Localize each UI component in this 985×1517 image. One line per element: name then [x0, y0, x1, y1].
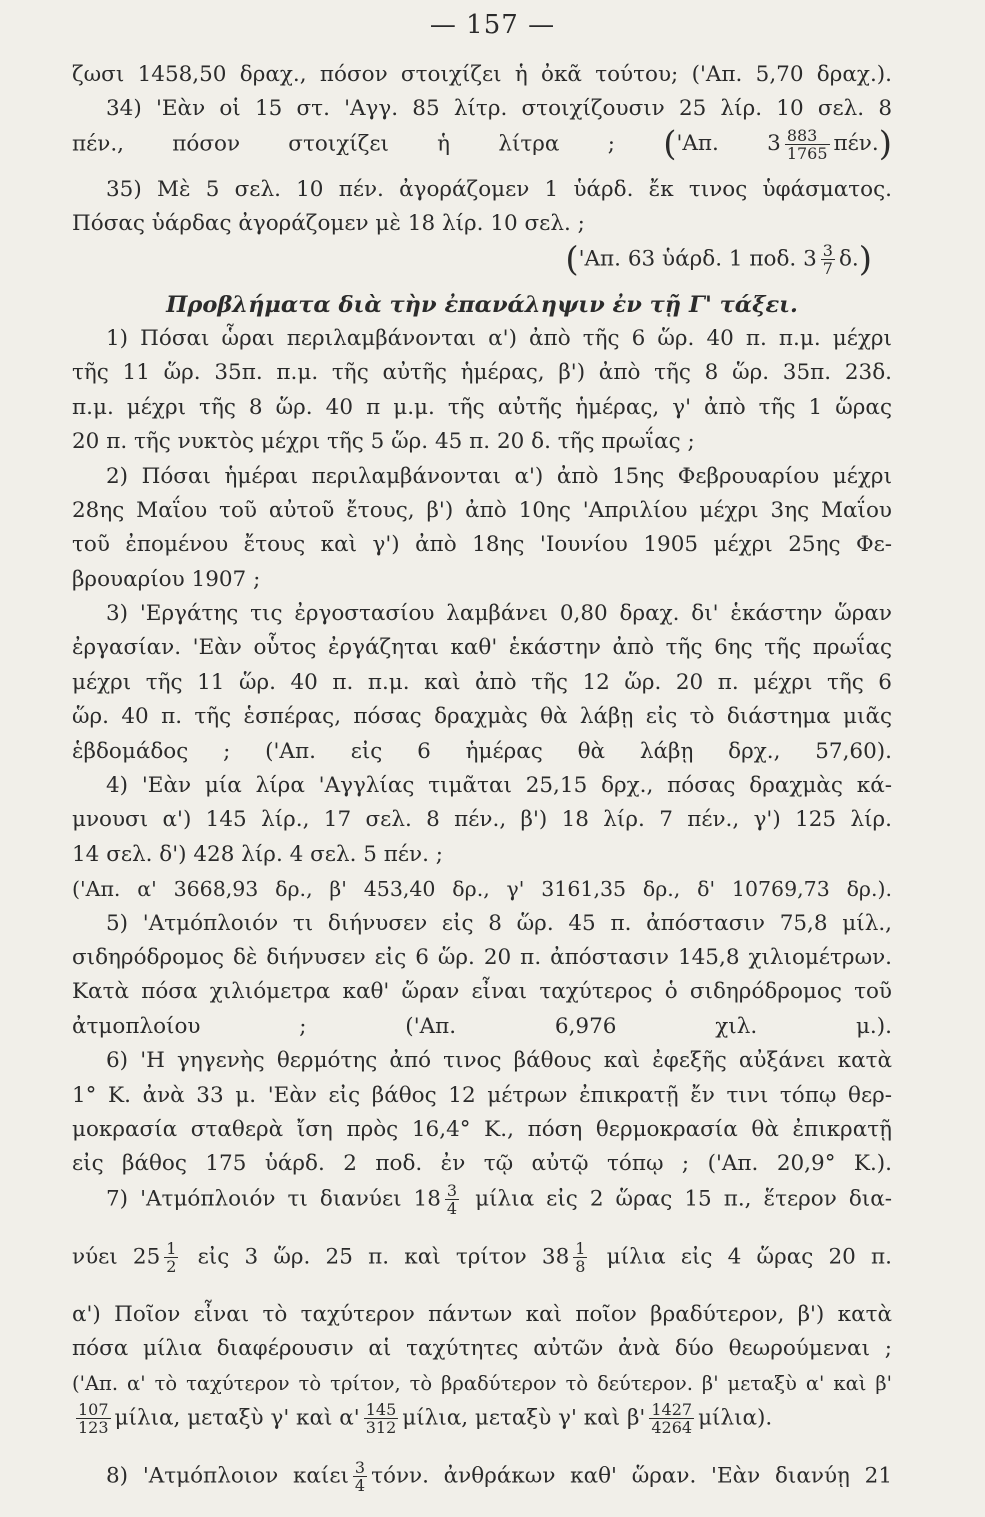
- text-segment: εἰς 3 ὥρ. 25 π. καὶ τρίτον 38: [197, 1244, 570, 1270]
- text-segment: μίλια, μεταξὺ γ' καὶ α': [114, 1405, 360, 1431]
- text-line: 14 σελ. δ') 428 λίρ. 4 σελ. 5 πέν. ;: [72, 841, 444, 867]
- fraction-denominator: 7: [822, 258, 833, 278]
- text-segment: 7) 'Ατμόπλοιόν τι διανύει 18: [106, 1186, 441, 1212]
- fraction-denominator: 4: [446, 1198, 458, 1218]
- fraction-numerator: 3: [354, 1457, 366, 1477]
- text-line: 5) 'Ατμόπλοιόν τι διήνυσεν εἰς 8 ὥρ. 45 π. ἀπόστασιν 75,8 μίλ.,: [106, 910, 892, 936]
- text-line: ἐργασίαν. 'Εὰν οὗτος ἐργάζηται καθ' ἑκάστην ἀπὸ τῆς 6ης τῆς πρωΐας: [72, 635, 892, 661]
- text-line: εἰς βάθος 175 ὑάρδ. 2 ποδ. ἐν τῷ αὐτῷ τόπῳ ; ('Απ. 20,9° Κ.).: [72, 1151, 892, 1177]
- text-line: ('Απ. α' τὸ ταχύτερον τὸ τρίτον, τὸ βραδύτερον τὸ δεύτερον. β' μεταξὺ α' καὶ β': [72, 1371, 892, 1395]
- text-segment: νύει 25: [72, 1244, 161, 1270]
- text-line: 4) 'Εὰν μία λίρα 'Αγγλίας τιμᾶται 25,15 δρχ., πόσας δραχμὰς κά-: [106, 773, 892, 799]
- text-line: 28ης Μαΐου τοῦ αὐτοῦ ἔτους, β') ἀπὸ 10ης 'Απριλίου μέχρι 3ης Μαΐου: [72, 497, 892, 523]
- text-line: Πόσας ὑάρδας ἀγοράζομεν μὲ 18 λίρ. 10 σελ. ;: [72, 211, 585, 237]
- text-line: πόσα μίλια διαφέρουσιν αἱ ταχύτητες αὐτῶν ἀνὰ δύο θεωρούμεναι ;: [72, 1336, 892, 1362]
- fraction-numerator: 1: [575, 1238, 586, 1258]
- fraction: [164, 1240, 178, 1275]
- fraction-denominator: 4264: [651, 1417, 693, 1437]
- text-segment: δ.: [838, 246, 859, 272]
- text-line: 2) Πόσαι ἡμέραι περιλαμβάνονται α') ἀπὸ 15ης Φεβρουαρίου μέχρι: [106, 463, 892, 489]
- fraction: [445, 1182, 459, 1217]
- text-segment: 'Απ. 63 ὑάρδ. 1 ποδ. 3: [578, 246, 817, 272]
- text-line: [72, 1182, 892, 1240]
- text-segment: 'Απ. 3: [676, 131, 781, 157]
- page-number: — 157 —: [429, 10, 556, 40]
- text-line: 34) 'Εὰν οἱ 15 στ. 'Αγγ. 85 λίτρ. στοιχίζουσιν 25 λίρ. 10 σελ. 8: [106, 96, 892, 122]
- fraction: [364, 1401, 399, 1436]
- fraction: [573, 1240, 587, 1275]
- text-segment: μίλια εἰς 4 ὥρας 20 π.: [606, 1244, 892, 1270]
- text-line: 3) 'Εργάτης τις ἐργοστασίου λαμβάνει 0,80 δραχ. δι' ἑκάστην ὥραν: [106, 601, 892, 627]
- fraction-numerator: 3: [822, 240, 833, 260]
- fraction: [353, 1459, 367, 1494]
- fraction-denominator: 1765: [786, 143, 828, 163]
- fraction-numerator: 3: [446, 1180, 458, 1200]
- text-line: Κατὰ πόσα χιλιόμετρα καθ' ὥραν εἶναι ταχύτερος ὁ σιδηρόδρομος τοῦ: [72, 979, 892, 1005]
- text-line: ἑβδομάδος ; ('Απ. εἰς 6 ἡμέρας θὰ λάβῃ δρχ., 57,60).: [72, 738, 892, 764]
- fraction: [821, 242, 835, 277]
- text-line: μνουσι α') 145 λίρ., 17 σελ. 8 πέν., β') 18 λίρ. 7 πέν., γ') 125 λίρ.: [72, 807, 892, 833]
- fraction-numerator: 145: [365, 1399, 397, 1419]
- text-line: 6) 'Η γηγενὴς θερμότης ἀπό τινος βάθους καὶ ἐφεξῆς αὐξάνει κατὰ: [106, 1048, 892, 1074]
- fraction: [649, 1401, 694, 1436]
- text-line: [72, 1401, 892, 1459]
- body-text: [72, 58, 892, 1517]
- fraction-denominator: 4: [354, 1475, 366, 1495]
- fraction-denominator: 8: [575, 1256, 586, 1276]
- text-segment: πέν.: [833, 131, 879, 157]
- fraction-numerator: 1427: [651, 1399, 693, 1419]
- text-line: ζωσι 1458,50 δραχ., πόσον στοιχίζει ἡ ὀκᾶ τούτου; ('Απ. 5,70 δραχ.).: [72, 62, 892, 87]
- text-segment: τόνν. ἀνθράκων καθ' ὥραν. 'Εὰν διανύῃ 21: [371, 1463, 893, 1489]
- fraction-denominator: 2: [166, 1256, 177, 1276]
- text-segment: 8) 'Ατμόπλοιον καίει: [106, 1463, 349, 1489]
- text-segment: μίλια, μεταξὺ γ' καὶ β': [402, 1405, 646, 1431]
- fraction-numerator: 1: [166, 1238, 177, 1258]
- text-line: 35) Μὲ 5 σελ. 10 πέν. ἀγοράζομεν 1 ὑάρδ. ἔκ τινος ὑφάσματος.: [106, 176, 892, 202]
- fraction: [76, 1401, 111, 1436]
- text-line: ('Απ. 63 ὑάρδ. 1 ποδ. 3 $\frac{3}{7}$ δ.): [565, 238, 872, 279]
- text-line: 1° Κ. ἀνὰ 33 μ. 'Εὰν εἰς βάθος 12 μέτρων ἐπικρατῇ ἔν τινι τόπῳ θερ-: [72, 1082, 892, 1108]
- fraction-numerator: 107: [78, 1399, 109, 1419]
- text-line: [72, 1240, 892, 1298]
- fraction-denominator: 312: [365, 1417, 397, 1437]
- text-line: 1) Πόσαι ὧραι περιλαμβάνονται α') ἀπὸ τῆς 6 ὥρ. 40 π. π.μ. μέχρι: [106, 325, 892, 351]
- text-segment: μίλια).: [698, 1405, 773, 1431]
- text-line: ('Απ. α' 3668,93 δρ., β' 453,40 δρ., γ' 3161,35 δρ., δ' 10769,73 δρ.).: [72, 877, 892, 902]
- text-line: σιδηρόδρομος δὲ διήνυσεν εἰς 6 ὥρ. 20 π. ἀπόστασιν 145,8 χιλιομέτρων.: [72, 944, 892, 970]
- text-segment: πέν., πόσον στοιχίζει ἡ λίτρα ;: [72, 131, 615, 157]
- text-line: ἀτμοπλοίου ; ('Απ. 6,976 χιλ. μ.).: [72, 1013, 892, 1039]
- text-line: ὥρ. 40 π. τῆς ἑσπέρας, πόσας δραχμὰς θὰ λάβῃ εἰς τὸ διάστημα μιᾶς: [72, 704, 892, 730]
- section-heading: Προβλήματα διὰ τὴν ἐπανάληψιν ἐν τῇ Γ' τάξει.: [166, 291, 798, 318]
- text-line: 20 π. τῆς νυκτὸς μέχρι τῆς 5 ὥρ. 45 π. 20 δ. τῆς πρωΐας ;: [72, 429, 695, 455]
- text-segment: μίλια εἰς 2 ὥρας 15 π., ἕτερον δια-: [475, 1186, 892, 1212]
- fraction-denominator: 123: [78, 1417, 109, 1437]
- answer: ('Απ. 3 $\frac{883}{1765}$ πέν.): [663, 124, 892, 165]
- text-line: [72, 1459, 892, 1517]
- text-line: τοῦ ἐπομένου ἔτους καὶ γ') ἀπὸ 18ης 'Ιουνίου 1905 μέχρι 25ης Φε-: [72, 532, 892, 558]
- text-line: βρουαρίου 1907 ;: [72, 566, 261, 592]
- text-line: μοκρασία σταθερὰ ἴση πρὸς 16,4° Κ., πόση θερμοκρασία θὰ ἐπικρατῇ: [72, 1116, 892, 1142]
- text-line: τῆς 11 ὥρ. 35π. π.μ. τῆς αὐτῆς ἡμέρας, β') ἀπὸ τῆς 8 ὥρ. 35π. 23δ.: [72, 360, 892, 386]
- fraction-numerator: 883: [786, 125, 818, 145]
- fraction: [785, 127, 830, 162]
- text-line: μέχρι τῆς 11 ὥρ. 40 π. π.μ. καὶ ἀπὸ τῆς 12 ὥρ. 20 π. μέχρι τῆς 6: [72, 669, 892, 695]
- text-line: α') Ποῖον εἶναι τὸ ταχύτερον πάντων καὶ ποῖον βραδύτερον, β') κατὰ: [72, 1301, 892, 1327]
- text-line: π.μ. μέχρι τῆς 8 ὥρ. 40 π μ.μ. τῆς αὐτῆς ἡμέρας, γ' ἀπὸ τῆς 1 ὥρας: [72, 394, 892, 420]
- text-line: [72, 124, 892, 173]
